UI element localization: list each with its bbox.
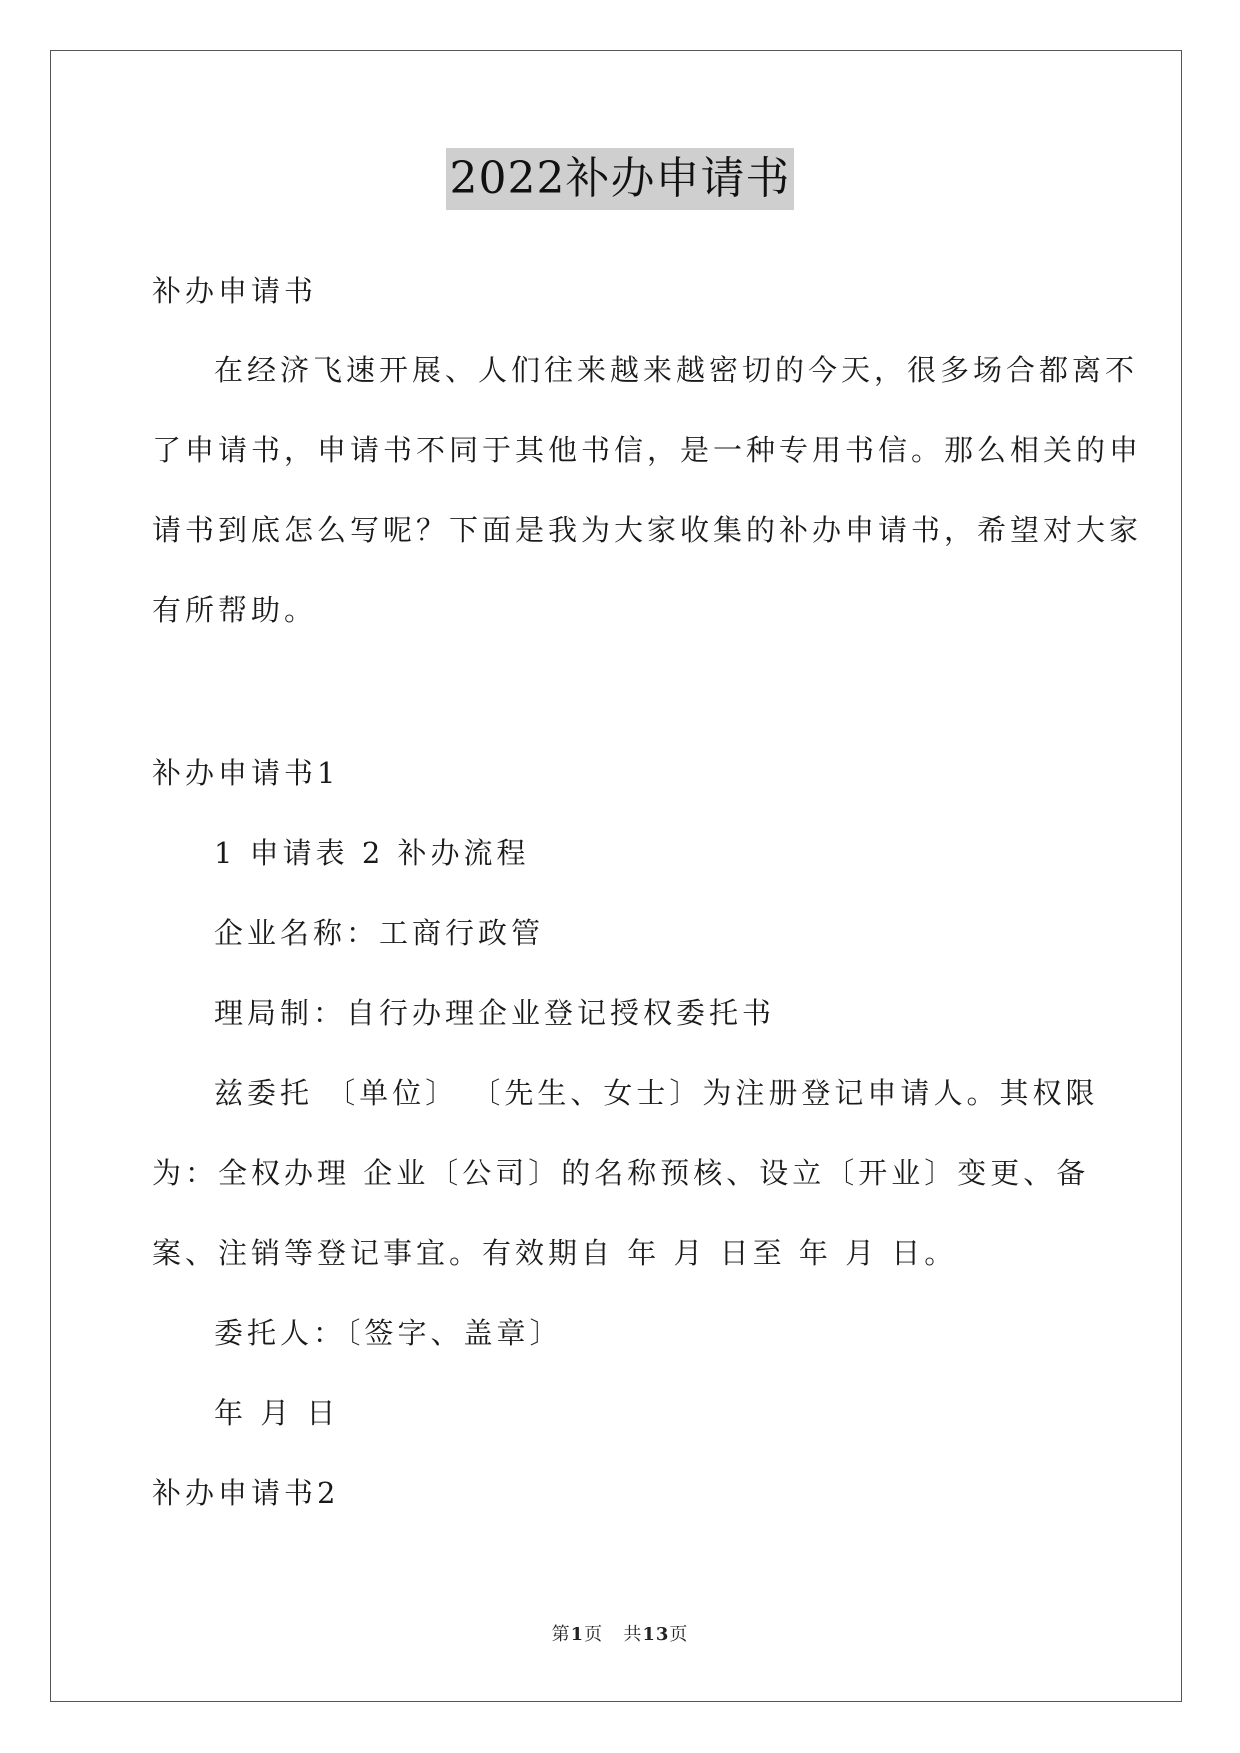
footer-total-pages: 13 bbox=[642, 1624, 670, 1645]
title-container bbox=[0, 148, 1240, 210]
paragraph-line: 案、注销等登记事宜。有效期自 年 月 日至 年 月 日。 bbox=[152, 1236, 958, 1270]
paragraph-line: 委托人：〔签字、盖章〕 bbox=[214, 1316, 563, 1350]
paragraph-line: 了申请书，申请书不同于其他书信，是一种专用书信。那么相关的申 bbox=[152, 433, 1143, 467]
paragraph-line: 为：全权办理 企业〔公司〕的名称预核、设立〔开业〕变更、备 bbox=[152, 1156, 1090, 1190]
section-heading: 补办申请书1 bbox=[152, 756, 340, 790]
paragraph-line: 兹委托 〔单位〕 〔先生、女士〕为注册登记申请人。其权限 bbox=[214, 1076, 1099, 1110]
document-title: 2022补办申请书 bbox=[446, 148, 795, 210]
section-heading: 补办申请书2 bbox=[152, 1476, 340, 1510]
footer-prefix: 第 bbox=[551, 1624, 571, 1645]
paragraph-line: 理局制：自行办理企业登记授权委托书 bbox=[214, 996, 776, 1030]
heading-line: 补办申请书 bbox=[152, 274, 318, 308]
paragraph-line: 在经济飞速开展、人们往来越来越密切的今天，很多场合都离不 bbox=[214, 353, 1139, 387]
footer-total-suffix: 页 bbox=[669, 1624, 689, 1645]
paragraph-line: 1 申请表 2 补办流程 bbox=[214, 836, 530, 870]
paragraph-line: 年 月 日 bbox=[214, 1396, 340, 1430]
paragraph-line: 企业名称：工商行政管 bbox=[214, 916, 545, 950]
page-footer bbox=[0, 1620, 1240, 1646]
paragraph-line: 请书到底怎么写呢？下面是我为大家收集的补办申请书，希望对大家 bbox=[152, 513, 1143, 547]
footer-page-number: 1 bbox=[570, 1624, 585, 1645]
paragraph-line: 有所帮助。 bbox=[152, 593, 318, 627]
footer-page-suffix: 页 bbox=[584, 1624, 604, 1645]
footer-total-prefix: 共 bbox=[623, 1624, 643, 1645]
